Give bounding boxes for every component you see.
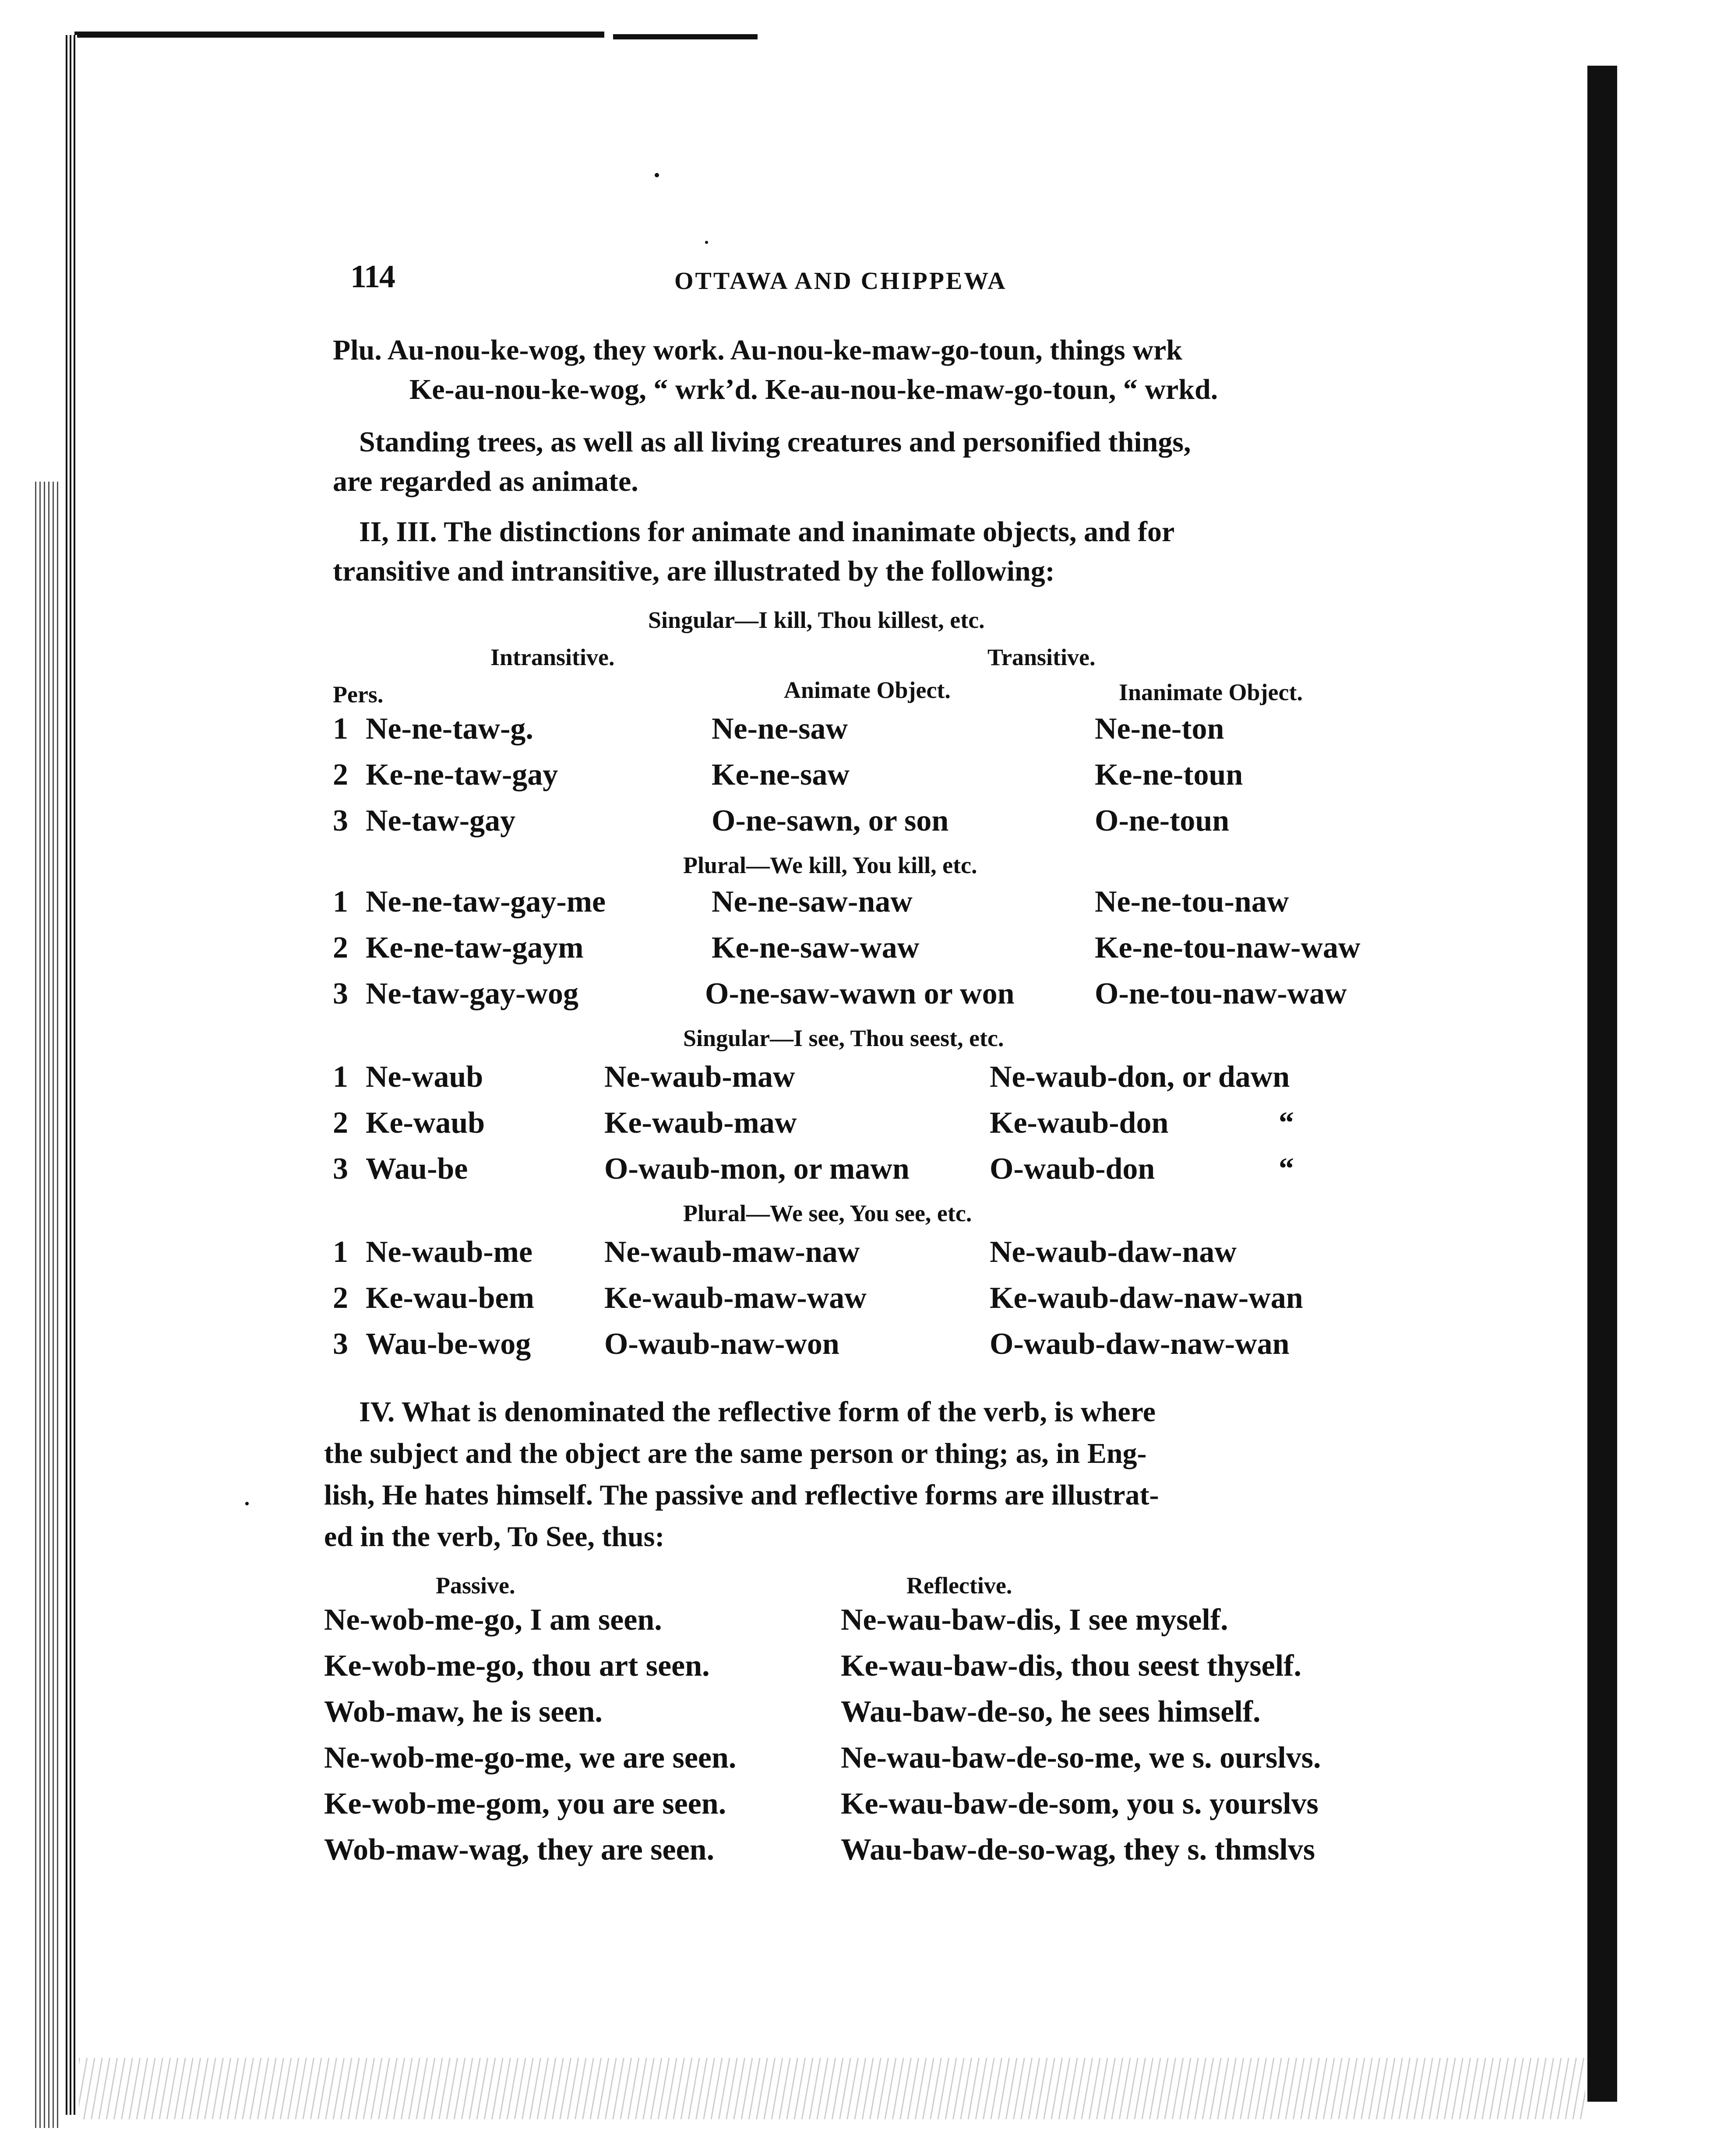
person-number: 2 — [333, 1106, 348, 1140]
paragraph-animate-line-1: Standing trees, as well as all living creatures and personified things, — [359, 426, 1191, 458]
person-number: 3 — [333, 977, 348, 1011]
passive-form: Ke-wob-me-gom, you are seen. — [324, 1787, 726, 1821]
inanimate-form: Ne-ne-tou-naw — [1095, 885, 1289, 919]
caption-see-plural: Plural—We see, You see, etc. — [683, 1200, 972, 1226]
intransitive-form: Ne-taw-gay-wog — [366, 977, 578, 1011]
inanimate-form: O-waub-daw-naw-wan — [990, 1327, 1290, 1361]
animate-form: Ke-waub-maw — [604, 1106, 797, 1140]
scan-dot — [245, 1502, 249, 1505]
intransitive-form: Ne-waub-me — [366, 1235, 533, 1269]
inanimate-form: Ke-waub-don — [990, 1106, 1169, 1140]
person-number: 1 — [333, 1235, 348, 1269]
intransitive-form: Wau-be-wog — [366, 1327, 531, 1361]
intransitive-form: Wau-be — [366, 1152, 468, 1186]
paragraph-reflective-line-4: ed in the verb, To See, thus: — [324, 1521, 665, 1553]
inanimate-form: Ke-waub-daw-naw-wan — [990, 1281, 1303, 1315]
scan-edge-right — [1587, 66, 1617, 2102]
animate-form: Ke-ne-saw — [712, 758, 850, 792]
person-number: 3 — [333, 1327, 348, 1361]
paragraph-reflective-line-2: the subject and the object are the same person or thing; as, in Eng- — [324, 1437, 1147, 1469]
reflective-form: Ke-wau-baw-de-som, you s. yourslvs — [841, 1787, 1319, 1821]
intro-line-2: Ke-au-nou-ke-wog, “ wrk’d. Ke-au-nou-ke-maw-go-toun, “ wrkd. — [409, 373, 1218, 405]
heading-animate-object: Animate Object. — [784, 677, 951, 703]
person-number: 3 — [333, 804, 348, 838]
reflective-form: Wau-baw-de-so, he sees himself. — [841, 1695, 1261, 1729]
intransitive-form: Ne-waub — [366, 1060, 483, 1094]
intransitive-form: Ke-waub — [366, 1106, 485, 1140]
intransitive-form: Ne-ne-taw-gay-me — [366, 885, 606, 919]
person-number: 2 — [333, 1281, 348, 1315]
ditto-mark: “ — [1279, 1106, 1294, 1140]
scan-edge-top-right — [613, 34, 758, 39]
animate-form: Ne-waub-maw-naw — [604, 1235, 860, 1269]
inanimate-form: Ne-waub-don, or dawn — [990, 1060, 1290, 1094]
inanimate-form: Ne-waub-daw-naw — [990, 1235, 1237, 1269]
intransitive-form: Ne-taw-gay — [366, 804, 516, 838]
inanimate-form: O-ne-toun — [1095, 804, 1230, 838]
heading-transitive: Transitive. — [987, 644, 1096, 670]
person-number: 1 — [333, 1060, 348, 1094]
heading-passive: Passive. — [436, 1572, 515, 1599]
animate-form: O-ne-saw-wawn or won — [705, 977, 1015, 1011]
scan-dot — [705, 241, 708, 244]
heading-pers: Pers. — [333, 681, 384, 708]
inanimate-form: O-waub-don — [990, 1152, 1155, 1186]
inanimate-form: Ne-ne-ton — [1095, 712, 1224, 746]
caption-kill-singular: Singular—I kill, Thou killest, etc. — [648, 607, 985, 633]
person-number: 3 — [333, 1152, 348, 1186]
caption-see-singular: Singular—I see, Thou seest, etc. — [683, 1025, 1004, 1051]
scan-dot — [655, 173, 659, 177]
paragraph-distinctions-line-1: II, III. The distinctions for animate and inanimate objects, and for — [359, 516, 1175, 548]
scan-speckle-bottom — [79, 2058, 1585, 2119]
reflective-form: Ne-wau-baw-de-so-me, we s. ourslvs. — [841, 1741, 1321, 1775]
scan-edge-left-shadow — [35, 482, 61, 2128]
paragraph-reflective-line-1: IV. What is denominated the reflective form of the verb, is where — [359, 1396, 1156, 1428]
intransitive-form: Ne-ne-taw-g. — [366, 712, 533, 746]
animate-form: O-waub-naw-won — [604, 1327, 839, 1361]
ditto-mark: “ — [1279, 1152, 1294, 1186]
heading-inanimate-object: Inanimate Object. — [1119, 679, 1303, 705]
passive-form: Ne-wob-me-go-me, we are seen. — [324, 1741, 737, 1775]
person-number: 2 — [333, 931, 348, 965]
reflective-form: Ke-wau-baw-dis, thou seest thyself. — [841, 1649, 1301, 1683]
inanimate-form: Ke-ne-tou-naw-waw — [1095, 931, 1361, 965]
inanimate-form: Ke-ne-toun — [1095, 758, 1243, 792]
passive-form: Wob-maw, he is seen. — [324, 1695, 603, 1729]
intransitive-form: Ke-ne-taw-gay — [366, 758, 558, 792]
person-number: 1 — [333, 712, 348, 746]
passive-form: Wob-maw-wag, they are seen. — [324, 1833, 715, 1867]
person-number: 2 — [333, 758, 348, 792]
reflective-form: Wau-baw-de-so-wag, they s. thmslvs — [841, 1833, 1315, 1867]
animate-form: Ne-ne-saw — [712, 712, 848, 746]
inanimate-form: O-ne-tou-naw-waw — [1095, 977, 1347, 1011]
paragraph-distinctions-line-2: transitive and intransitive, are illustrated by the following: — [333, 555, 1055, 587]
animate-form: Ke-ne-saw-waw — [712, 931, 920, 965]
animate-form: Ne-ne-saw-naw — [712, 885, 913, 919]
animate-form: O-waub-mon, or mawn — [604, 1152, 910, 1186]
person-number: 1 — [333, 885, 348, 919]
animate-form: O-ne-sawn, or son — [712, 804, 949, 838]
heading-reflective: Reflective. — [906, 1572, 1012, 1599]
passive-form: Ne-wob-me-go, I am seen. — [324, 1603, 662, 1637]
passive-form: Ke-wob-me-go, thou art seen. — [324, 1649, 710, 1683]
page-number: 114 — [350, 259, 395, 295]
running-title: OTTAWA AND CHIPPEWA — [674, 268, 1007, 295]
heading-intransitive: Intransitive. — [490, 644, 615, 670]
paragraph-reflective-line-3: lish, He hates himself. The passive and reflective forms are illustrat- — [324, 1479, 1159, 1511]
animate-form: Ke-waub-maw-waw — [604, 1281, 867, 1315]
scan-edge-top — [74, 32, 604, 38]
paragraph-animate-line-2: are regarded as animate. — [333, 465, 638, 497]
reflective-form: Ne-wau-baw-dis, I see myself. — [841, 1603, 1228, 1637]
intransitive-form: Ke-wau-bem — [366, 1281, 534, 1315]
animate-form: Ne-waub-maw — [604, 1060, 795, 1094]
caption-kill-plural: Plural—We kill, You kill, etc. — [683, 852, 977, 878]
intro-line-1: Plu. Au-nou-ke-wog, they work. Au-nou-ke-maw-go-toun, things wrk — [333, 334, 1182, 366]
scan-edge-left — [66, 35, 77, 2115]
intransitive-form: Ke-ne-taw-gaym — [366, 931, 584, 965]
